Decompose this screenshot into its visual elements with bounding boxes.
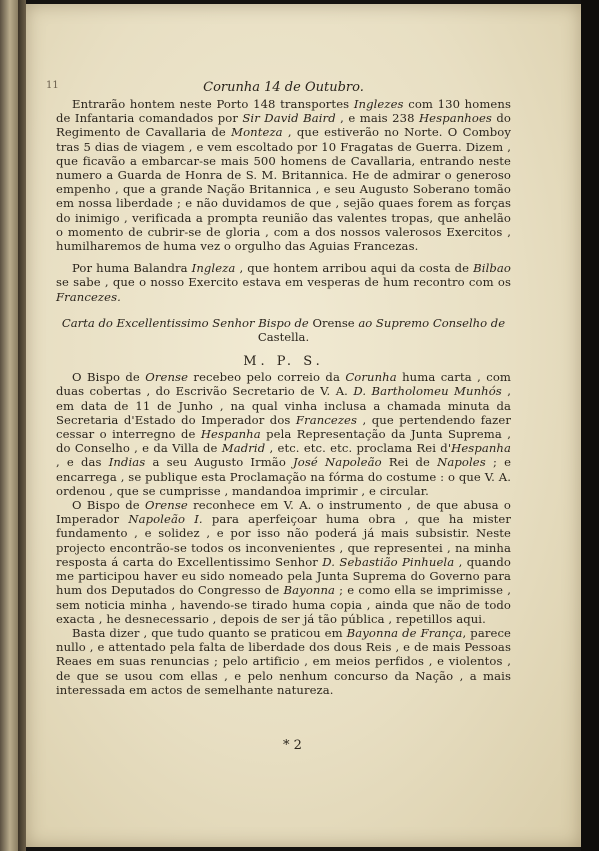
- letter-title-part: Orense: [312, 315, 355, 330]
- text-run: Hespanhoes: [418, 111, 492, 126]
- text-run: , etc. etc. etc. proclama Rei d': [265, 441, 452, 456]
- paragraph-3: [56, 370, 511, 498]
- dateline: Corunha 14 de Outubro.: [203, 80, 364, 95]
- text-run: pela Representação da Junta Suprema , do Conselho , e da Villa de: [56, 427, 511, 456]
- page-number: * 2: [283, 738, 302, 753]
- page-content: [56, 80, 511, 697]
- text-run: Hespanha: [451, 441, 512, 456]
- text-run: , que pertendendo fazer cessar o interregno de: [56, 412, 511, 442]
- text-run: , em data de 11 de Junho , na qual vinha inclusa a chamada minuta da Secretaria d'Estado do Imperador dos: [56, 384, 511, 427]
- text-run: reconhece em V. A. o instrumento , de que abusa o Imperador: [56, 498, 511, 527]
- text-run: Basta dizer , que tudo quanto se praticou em: [72, 625, 347, 640]
- text-run: , e mais 238: [335, 111, 419, 126]
- paragraph-1: [56, 97, 511, 253]
- text-run: Ingleza: [191, 261, 236, 276]
- text-run: Sir David Baird: [242, 111, 336, 126]
- text-run: para aperfeiçoar huma obra , que ha mister fundamento , e solidez , e por isso não poderá já mais subsistir. Neste projecto encontrão-se todos os inconvenientes , que representei , na minha resposta á carta do Excellentissimo Senhor: [56, 512, 511, 569]
- text-run: Corunha: [345, 370, 397, 385]
- text-run: recebeo pelo correio da: [188, 370, 346, 385]
- text-run: Bayonna: [283, 583, 336, 598]
- text-run: , quando me participou haver eu sido nomeado pela Junta Suprema do Governo para hum dos Deputados do Congresso de: [56, 554, 512, 598]
- paragraph-2: [56, 261, 511, 304]
- paragraph-5: [56, 626, 511, 697]
- salutation: M. P. S.: [243, 354, 324, 370]
- text-run: ; e encarrega , se publique esta Proclamação na fórma do costume : o que V. A. ordenou , que se cumprisse , mandandoa imprimir , e circular.: [56, 455, 512, 498]
- text-run: com 130 homens de Infantaria comandados por: [56, 97, 512, 126]
- text-run: D. Sebastião Pinhuela: [322, 554, 455, 569]
- text-run: Inglezes: [353, 97, 404, 111]
- text-run: Bilbao: [473, 261, 512, 276]
- text-run: Orense: [145, 370, 189, 385]
- text-run: Bayonna de França: [346, 625, 463, 640]
- text-run: huma carta , com duas cobertas , do Escrivão Secretario de V. A.: [56, 370, 512, 399]
- paragraph-4: [56, 498, 511, 626]
- text-run: a seu Augusto Irmão: [145, 455, 294, 470]
- text-run: O Bispo de: [72, 498, 146, 513]
- text-run: Napoleão I.: [128, 512, 203, 527]
- text-run: Madrid: [221, 441, 266, 456]
- left-page-edge: [0, 0, 18, 851]
- book-gutter: [18, 0, 26, 851]
- text-run: ; e como ella se imprimisse , sem noticia minha , havendo-se tirado huma copia , ainda que não de todo exacta , he desnecessario , depois de ser já tão pública , repetillos aqui.: [56, 583, 511, 626]
- right-background: [581, 0, 599, 851]
- text-run: Napoles: [437, 455, 486, 470]
- letter-title-part: Carta do Excellentissimo Senhor Bispo de: [61, 315, 313, 330]
- text-run: Francezes.: [56, 289, 121, 304]
- letter-title-part: ao Supremo Conselho de: [354, 315, 506, 330]
- text-run: , parece nullo , e attentado pela falta de liberdade dos dous Reis , e de mais Pessoas Reaes em suas renuncias ; pelo artificio , em meios perfidos , e violentos , de que se usou com ellas , e pelo nenhum concurso da Nação , a mais interessada em actos de semelhante natureza.: [56, 625, 511, 697]
- text-run: Indias: [108, 455, 146, 470]
- text-run: D. Bartholomeu Munhós: [353, 384, 502, 399]
- text-run: , que estiverão no Norte. O Comboy tras 5 dias de viagem , e vem escoltado por 10 Fragatas de Guerra. Dizem , que ficavão a embarcar-se mais 500 homens de Cavallaria, entrando neste numero a Guarda de Honra de S. M. Britannica. He de admirar o generoso empenho , que a grande Nação Britannica , e seu Augusto Soberano tomão em nossa liberdade ; e não duvidamos de que , sejão quaes forem as forças do inimigo , verificada a prompta reunião das valentes tropas, que anhelão o momento de cubrir-se de gloria , com a dos nossos valerosos Exercitos , humilharemos de huma vez o orgulho das Aguias Francezas.: [56, 125, 511, 254]
- text-run: Francezes: [295, 412, 358, 427]
- text-run: , e das: [56, 455, 109, 470]
- text-run: Rei de: [381, 455, 438, 470]
- letter-title-part: Castella.: [257, 330, 310, 345]
- text-run: José Napoleão: [293, 455, 382, 470]
- text-run: se sabe , que o nosso Exercito estava em vesperas de hum recontro com os: [56, 275, 511, 290]
- text-run: Orense: [145, 498, 188, 513]
- text-run: Por huma Balandra: [72, 261, 192, 276]
- text-run: Hespanha: [200, 427, 261, 442]
- text-run: , que hontem arribou aqui da costa de: [235, 261, 474, 276]
- text-run: Monteza: [231, 125, 283, 140]
- text-run: do Regimento de Cavallaria de: [56, 111, 511, 140]
- text-run: O Bispo de: [72, 370, 146, 385]
- text-run: Entrarão hontem neste Porto 148 transportes: [72, 97, 354, 111]
- letter-title: [56, 316, 511, 344]
- margin-mark: 11: [46, 80, 59, 91]
